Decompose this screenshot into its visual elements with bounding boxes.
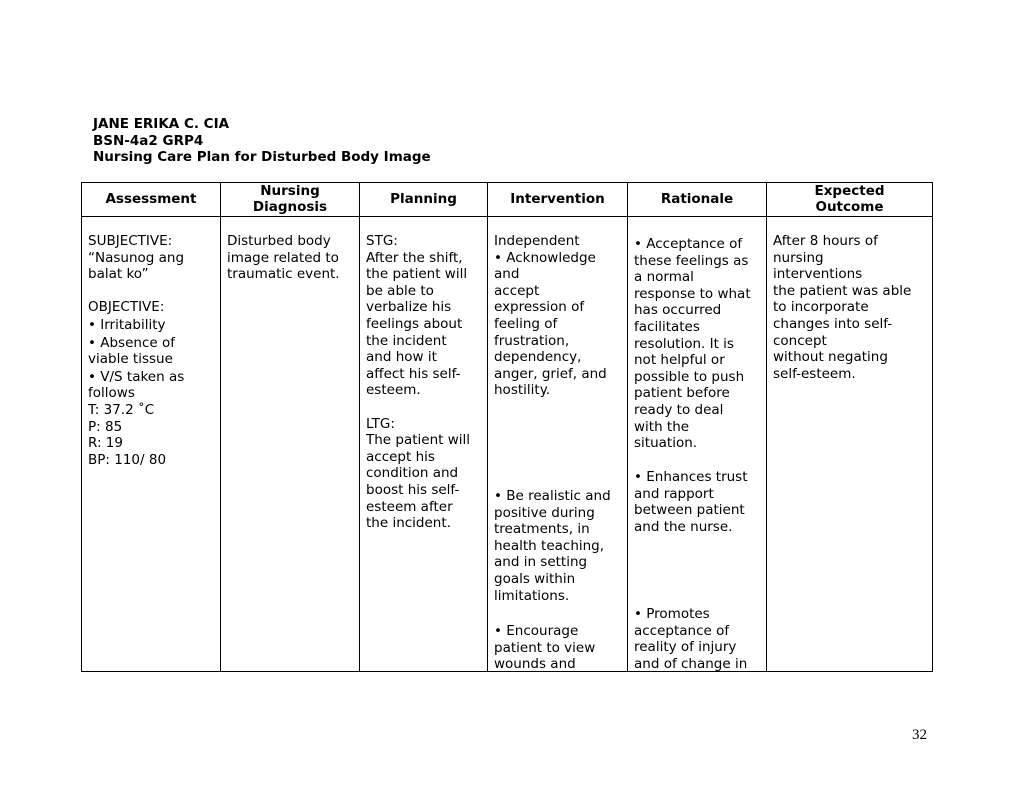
header-intervention: Intervention xyxy=(488,183,628,217)
document-header xyxy=(93,116,431,166)
document-title: Nursing Care Plan for Disturbed Body Image xyxy=(93,149,431,165)
author-name: JANE ERIKA C. CIA xyxy=(93,116,230,132)
header-expected-outcome: Expected Outcome xyxy=(767,183,933,217)
outcome-cell xyxy=(767,217,933,672)
rationale-cell xyxy=(628,217,767,672)
nursing-care-plan-table xyxy=(81,182,933,672)
table-row xyxy=(82,217,933,672)
outcome-text: After 8 hours of nursing interventions the patient was able to incorporate changes into self- concept without negating self-esteem. xyxy=(773,233,912,382)
assessment-cell xyxy=(82,217,221,672)
page-number: 32 xyxy=(912,727,927,743)
header-assessment: Assessment xyxy=(82,183,221,217)
header-rationale: Rationale xyxy=(628,183,767,217)
rationale-c: • Promotes acceptance of reality of injury and of change in xyxy=(634,606,748,671)
table-header-row xyxy=(82,183,933,217)
diagnosis-text: Disturbed body image related to traumatic event. xyxy=(227,233,340,283)
section-group: BSN-4a2 GRP4 xyxy=(93,132,204,149)
intervention-b: • Be realistic and positive during treatments, in health teaching, and in setting goals within limitations. xyxy=(494,488,611,604)
header-nursing-diagnosis: Nursing Diagnosis xyxy=(221,183,360,217)
rationale-a: • Acceptance of these feelings as a normal response to what has occurred facilitates resolution. It is not helpful or possible to push patient before ready to deal with the situation. xyxy=(634,236,751,452)
intervention-a: Independent • Acknowledge and accept expression of feeling of frustration, dependency, anger, grief, and hostility. xyxy=(494,233,607,399)
header-planning: Planning xyxy=(360,183,488,217)
rationale-b: • Enhances trust and rapport between patient and the nurse. xyxy=(634,469,748,535)
diagnosis-cell xyxy=(221,217,360,672)
assessment-text: SUBJECTIVE: “Nasunog ang balat ko” OBJECTIVE: • Irritability • Absence of viable tissue • V/S taken as follows T: 37.2 ˚C P: 85 R: 19 BP: 110/ 80 xyxy=(88,233,185,468)
planning-text: STG: After the shift, the patient will be able to verbalize his feelings about the incident and how it affect his self- esteem. LTG: The patient will accept his condition and boost his self- esteem after the incident. xyxy=(366,233,471,532)
intervention-cell xyxy=(488,217,628,672)
planning-cell xyxy=(360,217,488,672)
intervention-c: • Encourage patient to view wounds and xyxy=(494,623,596,671)
